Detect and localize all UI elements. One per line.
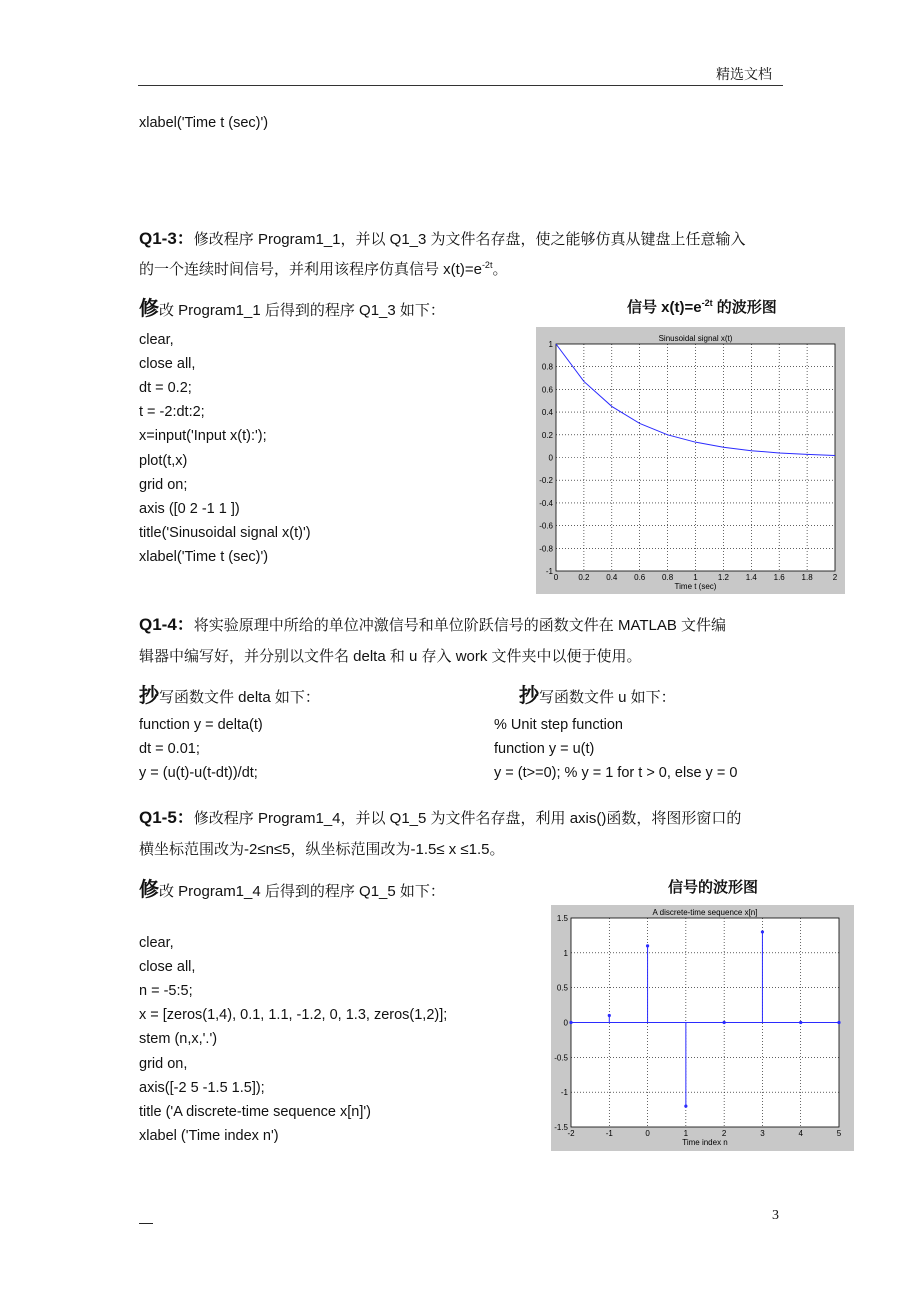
q15-line1: Q1-5：修改程序 Program1_4，并以 Q1_5 为文件名存盘，利用 axis()函数，将图形窗口的	[139, 808, 742, 827]
y-tick-label: 0	[548, 453, 553, 463]
code-line: dt = 0.01;	[139, 741, 200, 757]
y-tick-label: 1.5	[556, 914, 568, 923]
y-tick-label: 0.2	[541, 430, 553, 440]
q15-modify-line: 修改 Program1_4 后得到的程序 Q1_5 如下：	[139, 879, 445, 901]
q14-delta-heading: 抄写函数文件 delta 如下：	[139, 685, 320, 707]
q13-line2: 的一个连续时间信号，并利用该程序仿真信号 $x(t)=e^{-2t}$。	[139, 260, 508, 278]
y-tick-label: -0.6	[539, 521, 553, 531]
code-line: y = (u(t)-u(t-dt))/dt;	[139, 765, 258, 781]
q14-u-heading: 抄写函数文件 u 如下：	[519, 685, 676, 707]
q15-line2: 横坐标范围改为-2≤n≤5，纵坐标范围改为-1.5≤ x ≤1.5。	[139, 841, 505, 858]
x-tick-label: -1	[605, 1129, 613, 1138]
chart-discrete-sequence	[551, 905, 854, 1151]
x-tick-label: 0.6	[634, 573, 646, 582]
y-tick-label: 0.4	[541, 408, 553, 418]
stem-marker	[646, 944, 649, 947]
code-line: close all,	[139, 959, 196, 976]
code-line: plot(t,x)	[139, 452, 188, 469]
y-tick-label: -0.4	[539, 498, 553, 508]
stem-marker	[799, 1021, 802, 1024]
x-tick-label: 5	[836, 1129, 842, 1138]
x-tick-label: 0	[553, 573, 559, 582]
code-line: clear,	[139, 332, 174, 348]
x-tick-label: 1.8	[801, 573, 813, 582]
stem-marker	[761, 930, 764, 933]
y-tick-label: 0	[563, 1018, 568, 1028]
stem-marker	[608, 1014, 611, 1017]
x-tick-label: 3	[760, 1129, 765, 1138]
x-axis-label: Time index n	[682, 1138, 728, 1147]
y-tick-label: 1	[548, 340, 553, 349]
q13-line1: Q1-3：修改程序 Program1_1，并以 Q1_3 为文件名存盘，使之能够仿真从键盘上任意输入	[139, 229, 746, 248]
page-number: 3	[772, 1208, 779, 1223]
x-tick-label: 2	[721, 1129, 727, 1138]
q14-line2: 辑器中编写好，并分别以文件名 delta 和 u 存入 work 文件夹中以便于使用。	[139, 648, 642, 665]
y-tick-label: -0.5	[554, 1053, 568, 1063]
code-line: axis ([0 2 -1 1 ])	[139, 500, 240, 517]
y-tick-label: 0.5	[556, 983, 568, 993]
code-line: n = -5:5;	[139, 983, 193, 1000]
footer-dash: —	[139, 1214, 153, 1230]
q14-line1: Q1-4：将实验原理中所给的单位冲激信号和单位阶跃信号的函数文件在 MATLAB 文件编	[139, 615, 727, 634]
x-tick-label: 1.2	[717, 573, 729, 582]
header-label: 精选文档	[716, 66, 772, 82]
code-line: x=input('Input x(t):');	[139, 428, 267, 445]
x-tick-label: -2	[567, 1129, 575, 1138]
code-line: y = (t>=0); % y = 1 for t > 0, else y = 0	[494, 765, 738, 781]
code-line: title('Sinusoidal signal x(t)')	[139, 524, 311, 541]
code-line: clear,	[139, 935, 174, 951]
y-tick-label: -0.2	[539, 476, 553, 486]
chart-title: A discrete-time sequence x[n]	[652, 908, 758, 917]
q13-modify-line: 修改 Program1_1 后得到的程序 Q1_3 如下：	[139, 298, 445, 320]
figure-exp-decay	[536, 327, 845, 594]
code-line: % Unit step function	[494, 717, 623, 733]
y-tick-label: 0.6	[541, 385, 553, 395]
code-line: dt = 0.2;	[139, 380, 192, 397]
code-line: function y = u(t)	[494, 741, 595, 757]
x-tick-label: 2	[832, 573, 838, 582]
code-line: xlabel('Time t (sec)')	[139, 115, 269, 131]
x-tick-label: 1.6	[773, 573, 785, 582]
x-tick-label: 1.4	[745, 573, 757, 582]
y-tick-label: 0.8	[541, 362, 553, 372]
x-tick-label: 0	[645, 1129, 650, 1138]
y-tick-label: -1.5	[554, 1123, 568, 1132]
code-line: grid on,	[139, 1055, 188, 1072]
code-line: close all,	[139, 356, 196, 373]
figure-discrete-sequence	[551, 905, 854, 1151]
code-line: grid on;	[139, 476, 188, 493]
stem-marker	[569, 1021, 572, 1024]
stem-marker	[837, 1021, 840, 1024]
chart-exp-decay	[536, 327, 845, 594]
y-tick-label: -1	[545, 567, 553, 576]
code-line: t = -2:dt:2;	[139, 404, 205, 421]
y-tick-label: 1	[563, 948, 568, 958]
y-tick-label: -1	[560, 1088, 568, 1098]
stem-marker	[684, 1105, 687, 1108]
y-tick-label: -0.8	[539, 544, 553, 554]
code-line: function y = delta(t)	[139, 717, 263, 733]
code-line: xlabel('Time t (sec)')	[139, 548, 269, 565]
q15-figure-caption: 信号的波形图	[668, 879, 759, 896]
code-line: x = [zeros(1,4), 0.1, 1.1, -1.2, 0, 1.3, zeros(1,2)];	[139, 1007, 448, 1024]
code-line: xlabel ('Time index n')	[139, 1127, 279, 1144]
code-line: title ('A discrete-time sequence x[n]')	[139, 1103, 371, 1120]
code-line: stem (n,x,'.')	[139, 1031, 218, 1048]
x-tick-label: 4	[798, 1129, 803, 1138]
header-rule	[138, 85, 783, 86]
x-tick-label: 1	[693, 573, 698, 582]
q13-figure-caption: 信号 $x(t)=e^{-2t}$ 的波形图	[627, 298, 777, 316]
chart-title: Sinusoidal signal x(t)	[658, 334, 733, 343]
stem-marker	[723, 1021, 726, 1024]
x-tick-label: 1	[683, 1129, 689, 1138]
x-tick-label: 0.8	[662, 573, 674, 582]
code-line: axis([-2 5 -1.5 1.5]);	[139, 1079, 265, 1096]
x-tick-label: 0.2	[578, 573, 590, 582]
x-tick-label: 0.4	[606, 573, 618, 582]
x-axis-label: Time t (sec)	[674, 582, 717, 591]
